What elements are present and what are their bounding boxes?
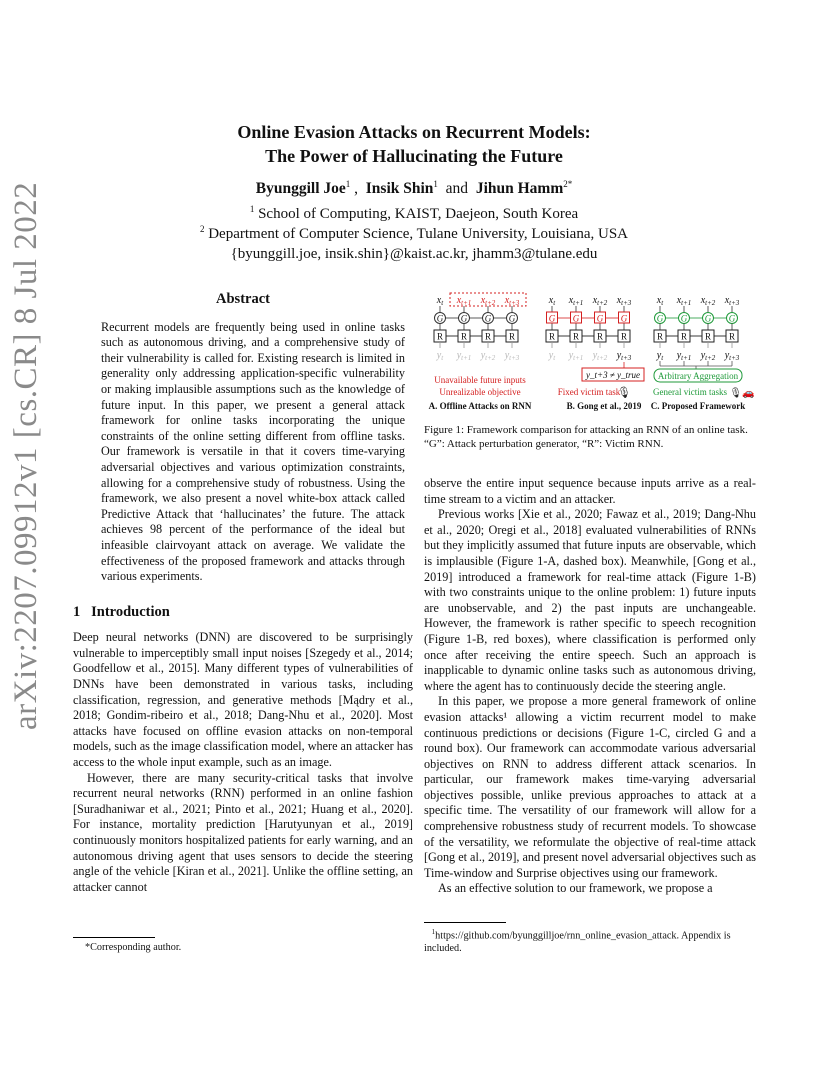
- author-sup: 2*: [563, 179, 573, 189]
- author-name: Jihun Hamm: [475, 180, 564, 198]
- generator-label: G: [620, 313, 628, 324]
- aggregation-text: Arbitrary Aggregation: [657, 371, 739, 381]
- panel-b-label: B. Gong et al., 2019: [566, 401, 642, 411]
- corresponding-footnote: *Corresponding author.: [85, 942, 182, 953]
- panel-a-note-2: Unrealizable objective: [439, 387, 521, 397]
- intro-paragraph-1: Deep neural networks (DNN) are discovered to be surprisingly vulnerable to imperceptibly small input noises [Szegedy et al., 2014; Goodfellow et al., 2015]. Many different types of vulnerabilities of DNNs have been demonstrated in various tasks, including classification, regression, and generative methods [Mądry et al., 2018; Gondim-ribeiro et al., 2018; Dang-Nhu et al., 2020]. Most attacks have focused on offline evasion attacks on non-temporal models, such as the image classification model, where an attacker has access to the whole input example, such as an image.: [73, 630, 413, 770]
- author-sup: 1: [433, 179, 438, 189]
- generator-label: G: [728, 313, 736, 324]
- rnn-label: R: [596, 331, 604, 342]
- author-name: Byunggill Joe: [255, 180, 346, 198]
- footnote-1: [424, 926, 756, 955]
- objective-text: y_t+3 ≠ y_true: [586, 370, 640, 380]
- footnote-rule: [73, 937, 155, 938]
- right-column: [424, 476, 756, 897]
- rnn-label: R: [572, 331, 580, 342]
- right-paragraph-2: In this paper, we propose a more general framework of online evasion attacks¹ allowing a victim recurrent model to make continuous predictions or decisions (Figure 1-C, circled G and a round box). Our framework can accommodate various adversarial objectives on RNN to address different attack scenarios. In particular, our framework makes time-varying adversarial objectives possible, unlike previous approaches to attack at a specific time. The versatility of our framework will allow for a comprehensive robustness study of recurrent models. To showcase of the versatility, we reformulate the objective of real-time attack [Gong et al., 2019], and present novel adversarial objectives such as Time-window and Surprise objectives using our framework.: [424, 694, 757, 880]
- generator-label: G: [680, 313, 688, 324]
- title-line-2: The Power of Hallucinating the Future: [265, 146, 563, 166]
- right-paragraph-0: observe the entire input sequence because inputs arrive as a real-time stream to a victim and an attacker.: [424, 476, 756, 506]
- abstract-text: Recurrent models are frequently being used in online tasks such as autonomous driving, and a comprehensive study of their vulnerability is called for. Existing research is limited in generality only addressing application-specific vulnerability or making implausible assumptions such as the knowledge of future input. In this paper, we present a general attack framework for online tasks incorporating the unique constraints of the online setting different from offline tasks. Our framework is versatile in that it covers time-varying adversarial objectives and various optimization constraints, allowing for a comprehensive study of robustness. Using the framework, we also present a novel white-box attack called Predictive Attack that ‘hallucinates’ the future. The attack achieves 98 percent of the performance of the ideal but infeasible clairvoyant attack on average. We validate the effectiveness of the proposed framework and attacks through various experiments.: [101, 319, 405, 584]
- affiliation-1: [0, 204, 828, 223]
- input-label: $x_{t+2}$: [700, 295, 716, 307]
- intro-paragraph-2: However, there are many security-critical tasks that involve recurrent neural networks (RNN) performed in an online fashion [Suradhaniwar et al., 2021; Pinto et al., 2021; Huang et al., 2020]. For instance, mortality prediction [Harutyunyan et al., 2019] continuously monitors hospitalized patients for early warning, and an autonomous driving agent that uses sensors to decide the steering angle of the vehicle [Kiran et al., 2021]. Unlike the offline setting, an attacker cannot: [73, 770, 413, 894]
- footnote-sup: 1: [431, 928, 436, 936]
- output-label: $y_{t+2}$: [592, 350, 608, 362]
- input-label: $x_{t+3}$: [724, 295, 740, 307]
- rnn-label: R: [620, 331, 628, 342]
- affiliation-2: [0, 224, 828, 243]
- footnote-rule: [424, 922, 506, 923]
- output-label: $y_{t+2}$: [700, 350, 716, 362]
- generator-label: G: [508, 313, 516, 324]
- right-paragraph-3: As an effective solution to our framework, we propose a: [438, 881, 713, 896]
- output-label: $y_{t+1}$: [676, 350, 692, 362]
- rnn-label: R: [508, 331, 516, 342]
- framework-diagram: [424, 292, 756, 414]
- task-icons: 🎙🚗: [729, 388, 755, 399]
- input-label: $x_{t+1}$: [676, 295, 692, 307]
- rnn-label: R: [680, 331, 688, 342]
- output-label: $y_t$: [548, 350, 556, 362]
- rnn-label: R: [460, 331, 468, 342]
- panel-a-label: A. Offline Attacks on RNN: [428, 401, 532, 411]
- input-label: $x_t$: [436, 295, 444, 307]
- input-label: $x_t$: [656, 295, 664, 307]
- output-label: $y_{t+3}$: [616, 350, 632, 362]
- left-column: [73, 292, 413, 895]
- right-paragraph-1: Previous works [Xie et al., 2020; Fawaz et al., 2019; Dang-Nhu et al., 2020; Oregi et al., 2018] evaluated vulnerabilities of RNNs but they implicitly assumed that future inputs are observable, which is implausible (Figure 1-A, dashed box). Meanwhile, [Gong et al., 2019] introduced a framework for real-time attack (Figure 1-B) with two constraints unique to the online problem: 1) future inputs are unobservable, and 2) the past inputs are unchangeable. However, the framework is rather specific to speech recognition (Figure 1-B, red boxes), where classification is performed only once after receiving the entire speech. Such an approach is inapplicable to dynamic online tasks such as autonomous driving, where the agent has to continuously decide the steering angle.: [424, 507, 756, 693]
- arxiv-identifier: arXiv:2207.09912v1 [cs.CR] 8 Jul 2022: [8, 181, 44, 730]
- panel-c-label: C. Proposed Framework: [650, 401, 746, 411]
- footnote-text: https://github.com/byunggilljoe/rnn_online_evasion_attack. Appendix is included.: [424, 930, 731, 955]
- aff-sup: 2: [199, 224, 205, 234]
- aff-text: School of Computing, KAIST, Daejeon, South Korea: [258, 206, 579, 222]
- generator-label: G: [460, 313, 468, 324]
- author-sup: 1: [345, 179, 351, 189]
- output-label: $y_{t+2}$: [480, 350, 496, 362]
- paper-title: [0, 120, 828, 168]
- panel-b-note: Fixed victim task: [557, 387, 621, 397]
- aff-text: Department of Computer Science, Tulane University, Louisiana, USA: [208, 226, 629, 242]
- input-label: $x_t$: [548, 295, 556, 307]
- author-name: Insik Shin: [365, 180, 434, 198]
- output-label: $y_t$: [436, 350, 444, 362]
- figure-1: [424, 292, 756, 414]
- abstract-heading: Abstract: [216, 291, 270, 307]
- aff-sup: 1: [249, 204, 255, 214]
- section-title: Introduction: [91, 603, 170, 620]
- rnn-label: R: [656, 331, 664, 342]
- generator-label: G: [548, 313, 556, 324]
- author-list: Byunggill Joe$^1$ , Insik Shin$^1$ and Jihun Hamm$^{2*}$: [255, 179, 573, 198]
- output-label: $y_t$: [656, 350, 664, 362]
- input-label: $x_{t+3}$: [616, 295, 632, 307]
- section-number: 1: [73, 603, 81, 620]
- rnn-label: R: [484, 331, 492, 342]
- input-label: $x_{t+1}$: [568, 295, 584, 307]
- generator-label: G: [572, 313, 580, 324]
- output-label: $y_{t+1}$: [568, 350, 584, 362]
- rnn-label: R: [728, 331, 736, 342]
- input-label: $x_{t+2}$: [592, 295, 608, 307]
- figure-1-caption: Figure 1: Framework comparison for attacking an RNN of an online task. “G”: Attack perturbation generator, “R”: Victim RNN.: [424, 424, 748, 450]
- rnn-label: R: [436, 331, 444, 342]
- section-heading: [73, 605, 413, 621]
- abstract-body: [101, 320, 405, 585]
- generator-label: G: [704, 313, 712, 324]
- author-emails: {byunggill.joe, insik.shin}@kaist.ac.kr, jhamm3@tulane.edu: [230, 246, 598, 262]
- input-label: $x_{t+3}$: [504, 295, 520, 307]
- output-label: $y_{t+3}$: [724, 350, 740, 362]
- generator-label: G: [436, 313, 444, 324]
- panel-a-note-1: Unavailable future inputs: [434, 375, 526, 385]
- input-label: $x_{t+1}$: [456, 295, 472, 307]
- panel-c-note: General victim tasks: [653, 387, 727, 397]
- rnn-label: R: [548, 331, 556, 342]
- rnn-label: R: [704, 331, 712, 342]
- output-label: $y_{t+1}$: [456, 350, 472, 362]
- title-line-1: Online Evasion Attacks on Recurrent Models:: [237, 122, 591, 142]
- author-and: and: [445, 180, 469, 198]
- input-label: $x_{t+2}$: [480, 295, 496, 307]
- generator-label: G: [596, 313, 604, 324]
- output-label: $y_{t+3}$: [504, 350, 520, 362]
- microphone-icon: 🎙: [617, 387, 631, 399]
- generator-label: G: [656, 313, 664, 324]
- generator-label: G: [484, 313, 492, 324]
